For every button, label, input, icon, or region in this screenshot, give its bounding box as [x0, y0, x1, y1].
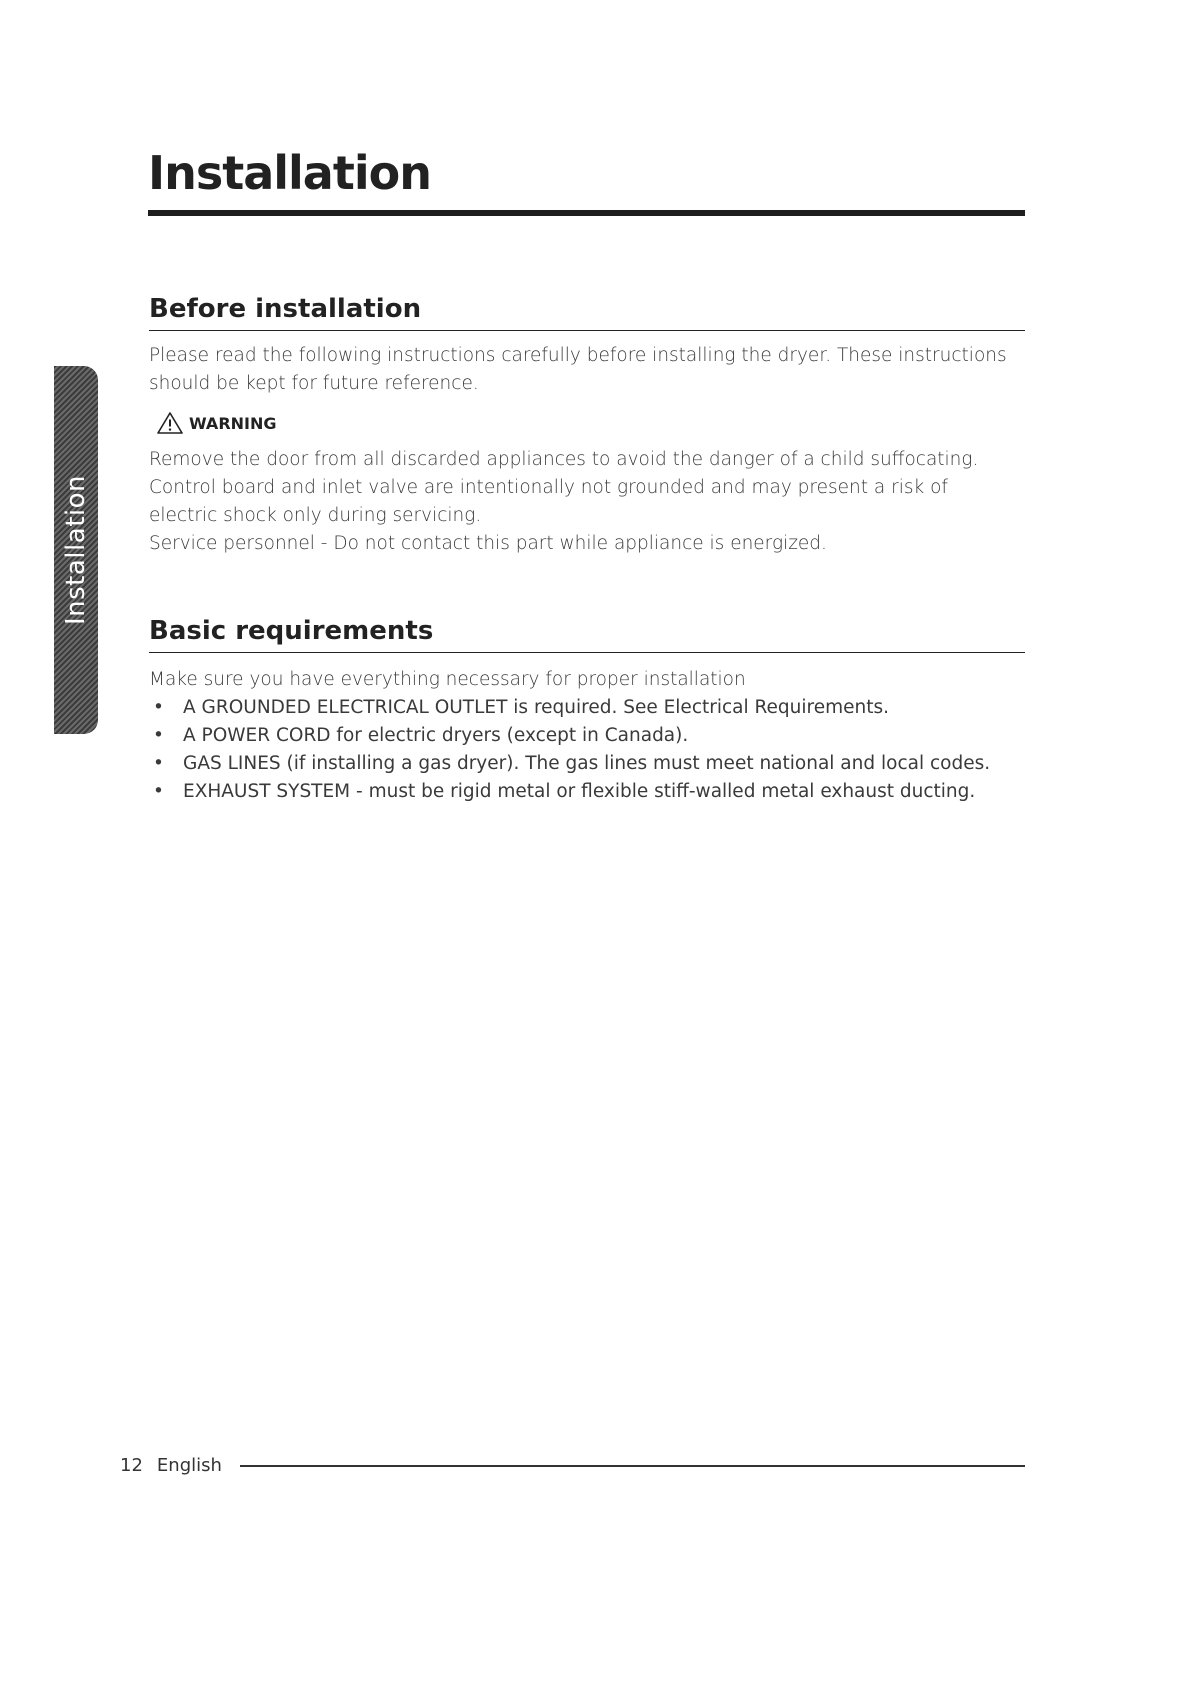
- warning-text-line: electric shock only during servicing.: [149, 505, 482, 526]
- warning-text-line: Control board and inlet valve are intentionally not grounded and may present a risk of: [149, 477, 948, 498]
- list-item-text: GAS LINES (if installing a gas dryer). The gas lines must meet national and local codes.: [183, 753, 991, 774]
- list-item: [149, 722, 1029, 750]
- intro-line: should be kept for future reference.: [149, 373, 479, 394]
- list-item-text: EXHAUST SYSTEM - must be rigid metal or flexible stiff-walled metal exhaust ducting.: [183, 781, 976, 802]
- basic-requirements-heading: Basic requirements: [149, 618, 1025, 653]
- footer-rule: [240, 1465, 1025, 1467]
- title-rule: [148, 210, 1025, 216]
- page-number: 12: [120, 1455, 143, 1476]
- warning-triangle-icon: [157, 412, 183, 434]
- bullet: •: [153, 753, 164, 774]
- warning-label: WARNING: [189, 413, 277, 433]
- list-item: [149, 778, 1029, 806]
- list-item-text: A GROUNDED ELECTRICAL OUTLET is required. See Electrical Requirements.: [183, 697, 890, 718]
- bullet: •: [153, 697, 164, 718]
- warning-header: [157, 412, 277, 434]
- list-item: [149, 694, 1029, 722]
- basic-requirements-intro: Make sure you have everything necessary for proper installation: [149, 669, 746, 690]
- side-tab: [54, 366, 98, 734]
- warning-body: [149, 446, 1029, 558]
- list-item-text: A POWER CORD for electric dryers (except in Canada).: [183, 725, 689, 746]
- side-tab-label: Installation: [61, 474, 91, 626]
- before-installation-heading: Before installation: [149, 296, 1025, 331]
- page-title: Installation: [148, 146, 431, 200]
- page-footer: [120, 1455, 1025, 1476]
- bullet: •: [153, 781, 164, 802]
- bullet: •: [153, 725, 164, 746]
- list-item: [149, 750, 1029, 778]
- warning-text-line: Remove the door from all discarded appliances to avoid the danger of a child suffocating.: [149, 449, 979, 470]
- before-installation-intro: [149, 342, 1029, 398]
- warning-text-line: Service personnel - Do not contact this part while appliance is energized.: [149, 533, 827, 554]
- footer-language: English: [156, 1455, 222, 1476]
- requirements-list: [149, 694, 1029, 806]
- intro-line: Please read the following instructions carefully before installing the dryer. These instructions: [149, 345, 1007, 366]
